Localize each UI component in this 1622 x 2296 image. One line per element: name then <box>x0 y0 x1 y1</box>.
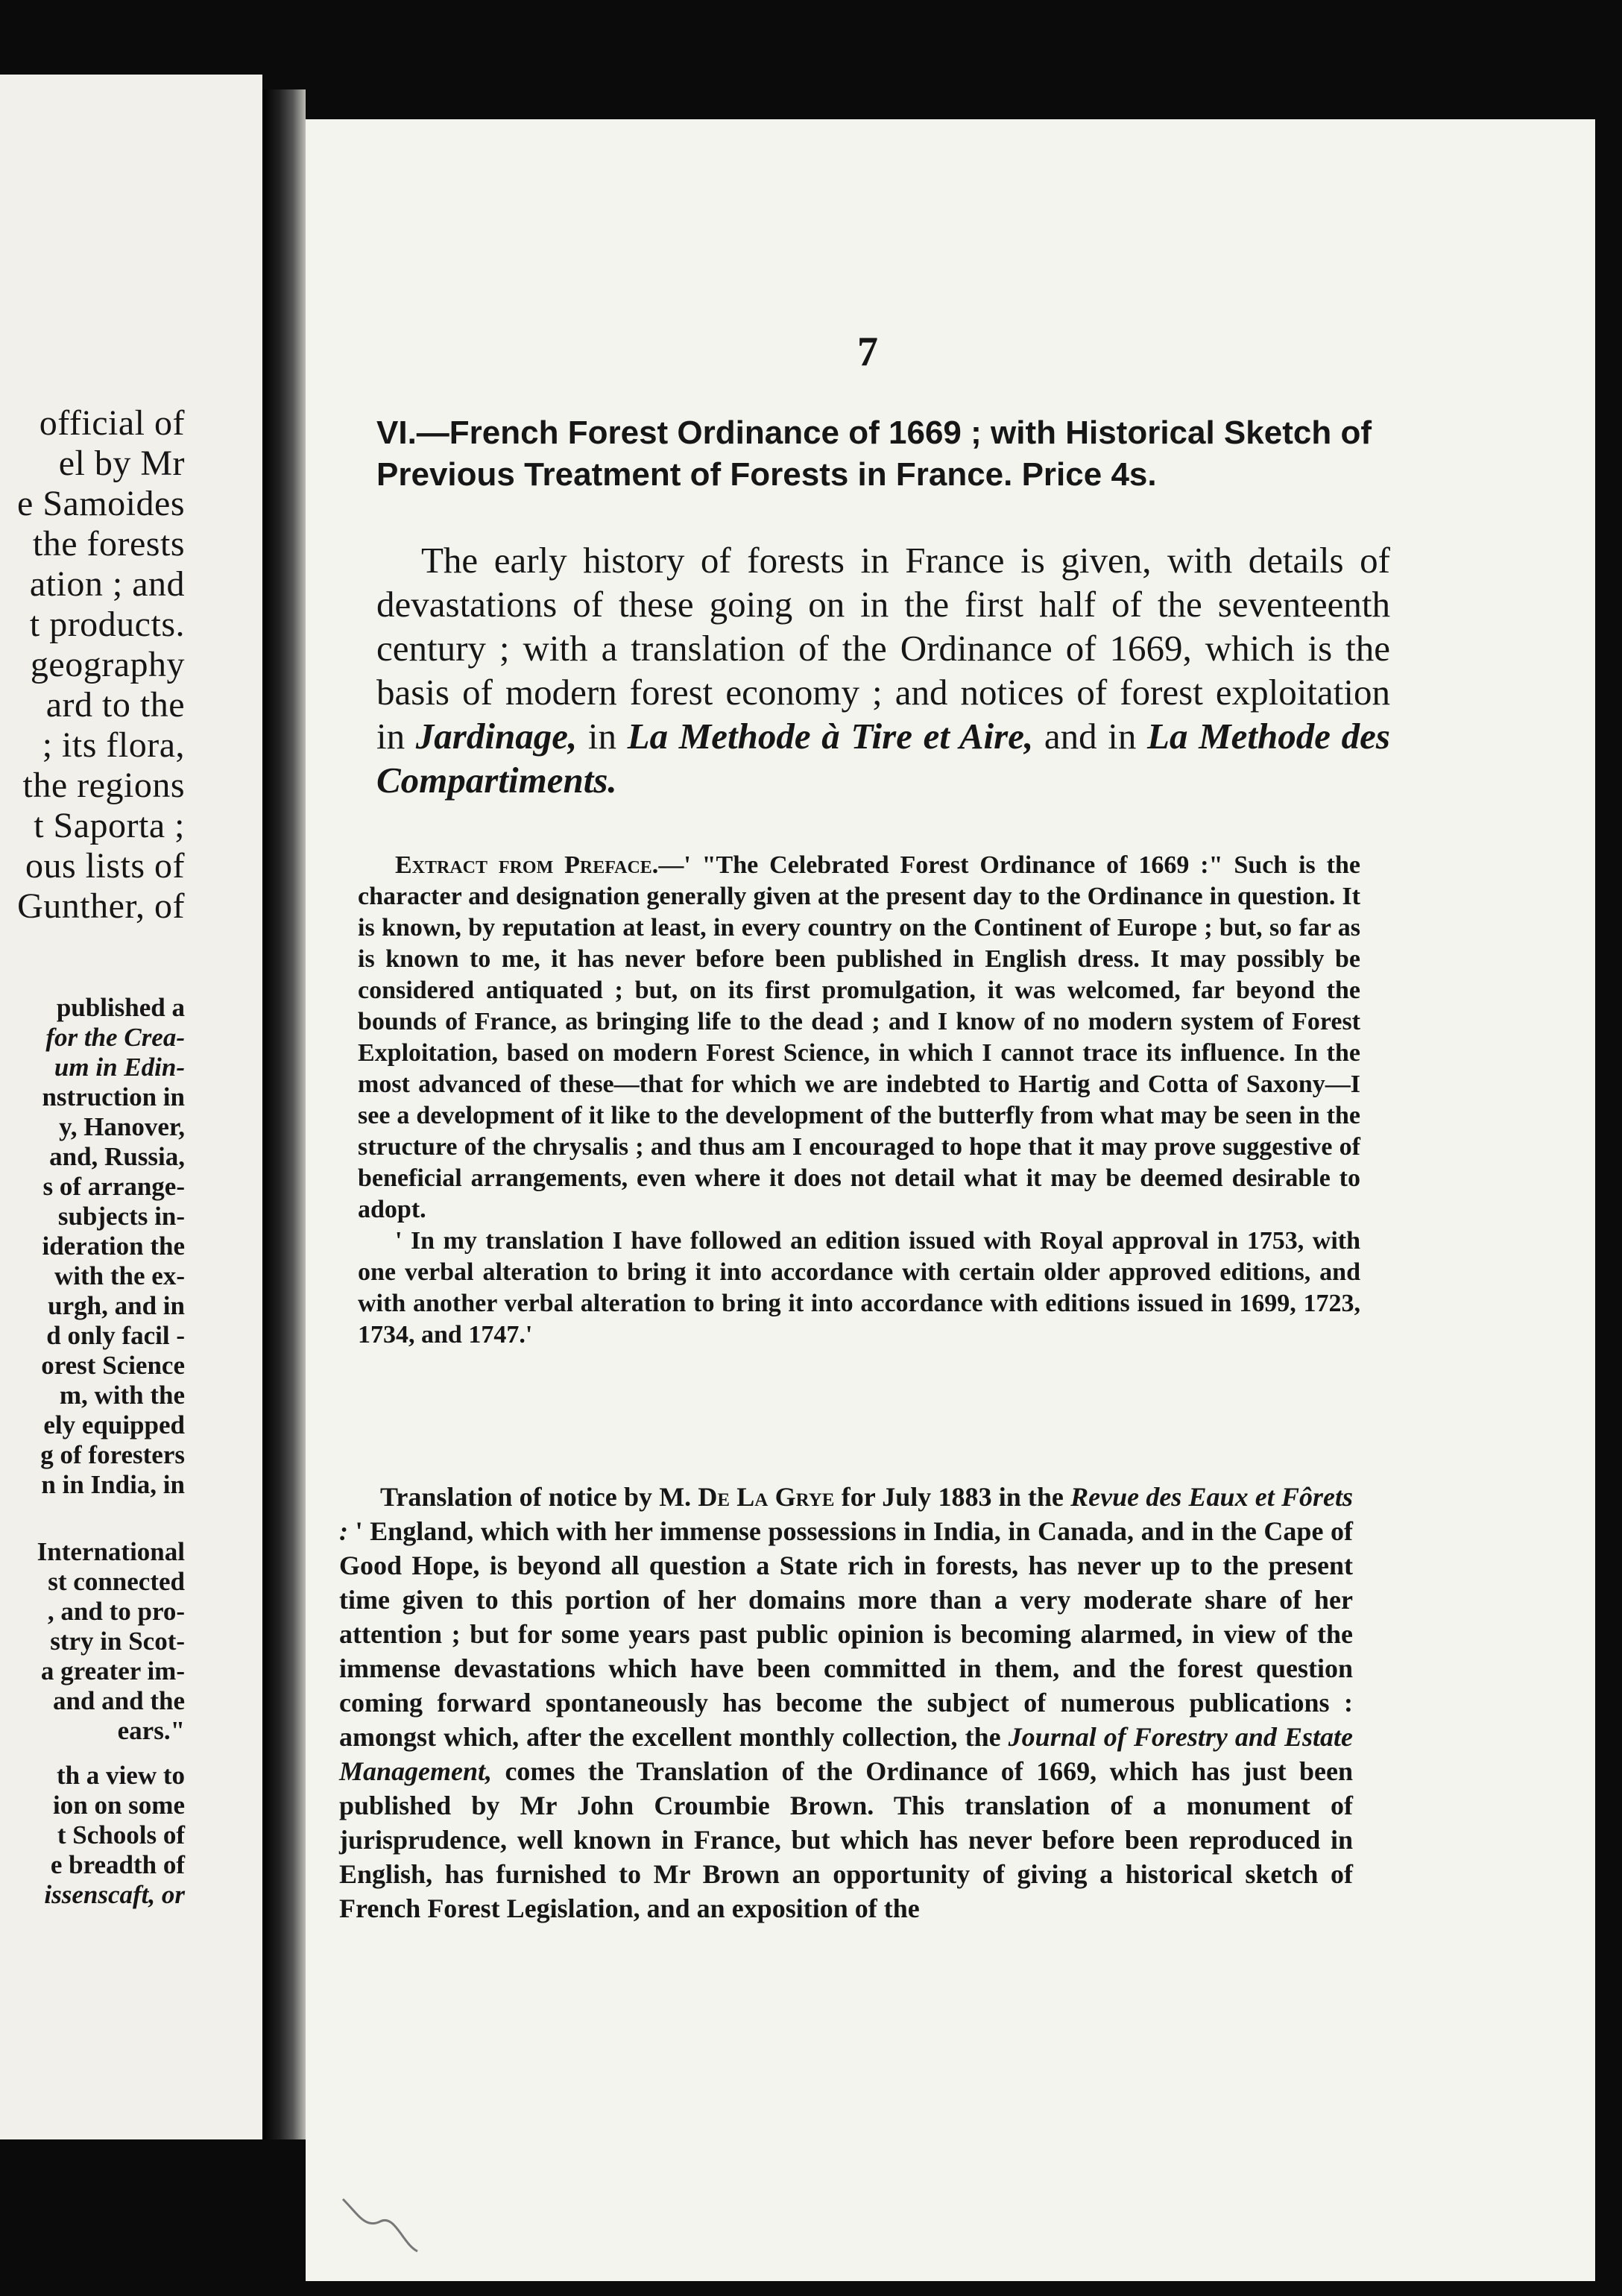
left-line: ion on some <box>53 1791 185 1820</box>
intro-paragraph <box>376 538 1390 802</box>
intro-connector: and in <box>1033 716 1148 757</box>
left-line: subjects in- <box>57 1202 185 1231</box>
left-page-fragment <box>0 75 262 2139</box>
left-line: for the Crea- <box>45 1023 185 1052</box>
section-title: VI.—French Forest Ordinance of 1669 ; with Historical Sketch of Previous Treatment of Forests in France. Price 4s. <box>376 414 1372 493</box>
left-line: geography <box>30 645 185 684</box>
notice-text: comes the Translation of the Ordinance of 1669, which has just been published by Mr John Croumbie Brown. This translation of a monument of jurisprudence, well known in France, but which has never before been reproduced in English, has furnished to Mr Brown an opportunity of giving a historical sketch of French Forest Legislation, and an exposition of the <box>339 1756 1353 1923</box>
left-line: n in India, in <box>41 1470 185 1499</box>
left-line: y, Hanover, <box>59 1112 185 1141</box>
left-line: th a view to <box>56 1761 185 1790</box>
left-line: g of foresters <box>40 1440 185 1469</box>
extract-text: —' "The Celebrated Forest Ordinance of 1669 :" Such is the character and designation generally given at the present day to the Ordinance in question. It is known, by reputation at least, in every country on the Continent of Europe ; but, so far as is known to me, it has never before been published in English dress. It may possibly be considered antiquated ; but, on its first promulgation, it was welcomed, far beyond the bounds of France, as bringing life to the dead ; and I know of no modern system of Forest Exploitation, based on modern Forest Science, in which I cannot trace its influence. In the most advanced of these—that for which we are indebted to Hartig and Cotta of Saxony—I see a development of it like to the development of the butterfly from what may be seen in the structure of the chrysalis ; and thus am I encouraged to hope that it may prove suggestive of beneficial arrangements, even where it does not detail what it may be deemed desirable to adopt. <box>358 851 1360 1223</box>
left-line: ous lists of <box>25 846 185 886</box>
scan-mark <box>335 2184 425 2259</box>
left-line: the forests <box>32 524 185 564</box>
left-line: t products. <box>29 605 185 644</box>
left-line: and, Russia, <box>49 1142 185 1171</box>
left-line: issenscaft, or <box>44 1880 185 1909</box>
left-line: e breadth of <box>50 1850 185 1879</box>
left-line: and and the <box>52 1686 185 1715</box>
left-line: Gunther, of <box>17 886 185 926</box>
left-line: with the ex- <box>54 1261 185 1290</box>
left-line: ears." <box>117 1716 185 1745</box>
left-line: the regions <box>22 766 185 805</box>
left-line: urgh, and in <box>48 1291 185 1320</box>
intro-term-compartiments: La Methode des Compartiments. <box>376 716 1390 801</box>
preface-extract <box>358 850 1360 1351</box>
page-number: 7 <box>857 329 878 375</box>
extract-paragraph <box>358 850 1360 1226</box>
notice-journal: Journal of Forestry and Estate Management, <box>339 1722 1353 1786</box>
left-line: ideration the <box>42 1231 185 1261</box>
intro-connector: in <box>577 716 628 757</box>
extract-heading: Extract from Preface. <box>395 851 659 879</box>
left-line: t Saporta ; <box>34 806 185 845</box>
left-line: a greater im- <box>40 1656 185 1685</box>
left-line: official of <box>39 403 185 443</box>
left-line: e Samoides <box>17 484 185 523</box>
left-line: ely equipped <box>43 1410 185 1439</box>
left-line: ; its flora, <box>42 725 185 765</box>
left-line: nstruction in <box>42 1082 185 1111</box>
left-line: t Schools of <box>57 1820 185 1849</box>
notice-text: ' England, which with her immense possessions in India, in Canada, and in the Cape of Good Hope, is beyond all question a State rich in forests, has never up to the present time given to this portion of her domains more than a very moderate share of her attention ; but for some years past public opinion is becoming alarmed, in view of the immense devastations which have been committed in them, and the forest question coming forward spontaneously has become the subject of numerous publications : amongst which, after the excellent monthly collection, the <box>339 1516 1353 1752</box>
left-line: el by Mr <box>58 444 185 483</box>
left-line: orest Science <box>41 1351 185 1380</box>
intro-term-tire-et-aire: La Methode à Tire et Aire, <box>627 716 1034 757</box>
notice-author: De La Grye <box>698 1482 835 1512</box>
left-line: st connected <box>48 1567 185 1596</box>
left-line: ard to the <box>45 685 185 725</box>
intro-term-jardinage: Jardinage, <box>415 716 578 757</box>
left-line: , and to pro- <box>47 1597 185 1626</box>
notice-lead: Translation of notice by M. <box>380 1482 698 1512</box>
left-line: d only facil - <box>46 1321 185 1350</box>
extract-paragraph: ' In my translation I have followed an edition issued with Royal approval in 1753, with one verbal alteration to bring it into accordance with certain older approved editions, and with another verbal alteration to bring it into accordance with editions issued in 1699, 1723, 1734, and 1747.' <box>358 1227 1360 1349</box>
book-gutter <box>262 89 306 2139</box>
notice-text: for July 1883 in the <box>834 1482 1071 1512</box>
left-line: s of arrange- <box>42 1172 185 1201</box>
left-line: published a <box>56 993 185 1022</box>
left-line: um in Edin- <box>54 1053 185 1082</box>
left-line: stry in Scot- <box>50 1627 185 1656</box>
left-line: International <box>37 1537 185 1566</box>
translation-notice <box>339 1480 1353 1926</box>
notice-journal: Revue des Eaux et Fôrets : <box>339 1482 1353 1546</box>
left-line: m, with the <box>59 1381 185 1410</box>
left-line: ation ; and <box>29 564 185 604</box>
intro-text: The early history of forests in France is given, with details of devastations of these going on in the first half of the seventeenth century ; with a translation of the Ordinance of 1669, which is the basis of modern forest economy ; and notices of forest exploitation in <box>376 540 1390 757</box>
